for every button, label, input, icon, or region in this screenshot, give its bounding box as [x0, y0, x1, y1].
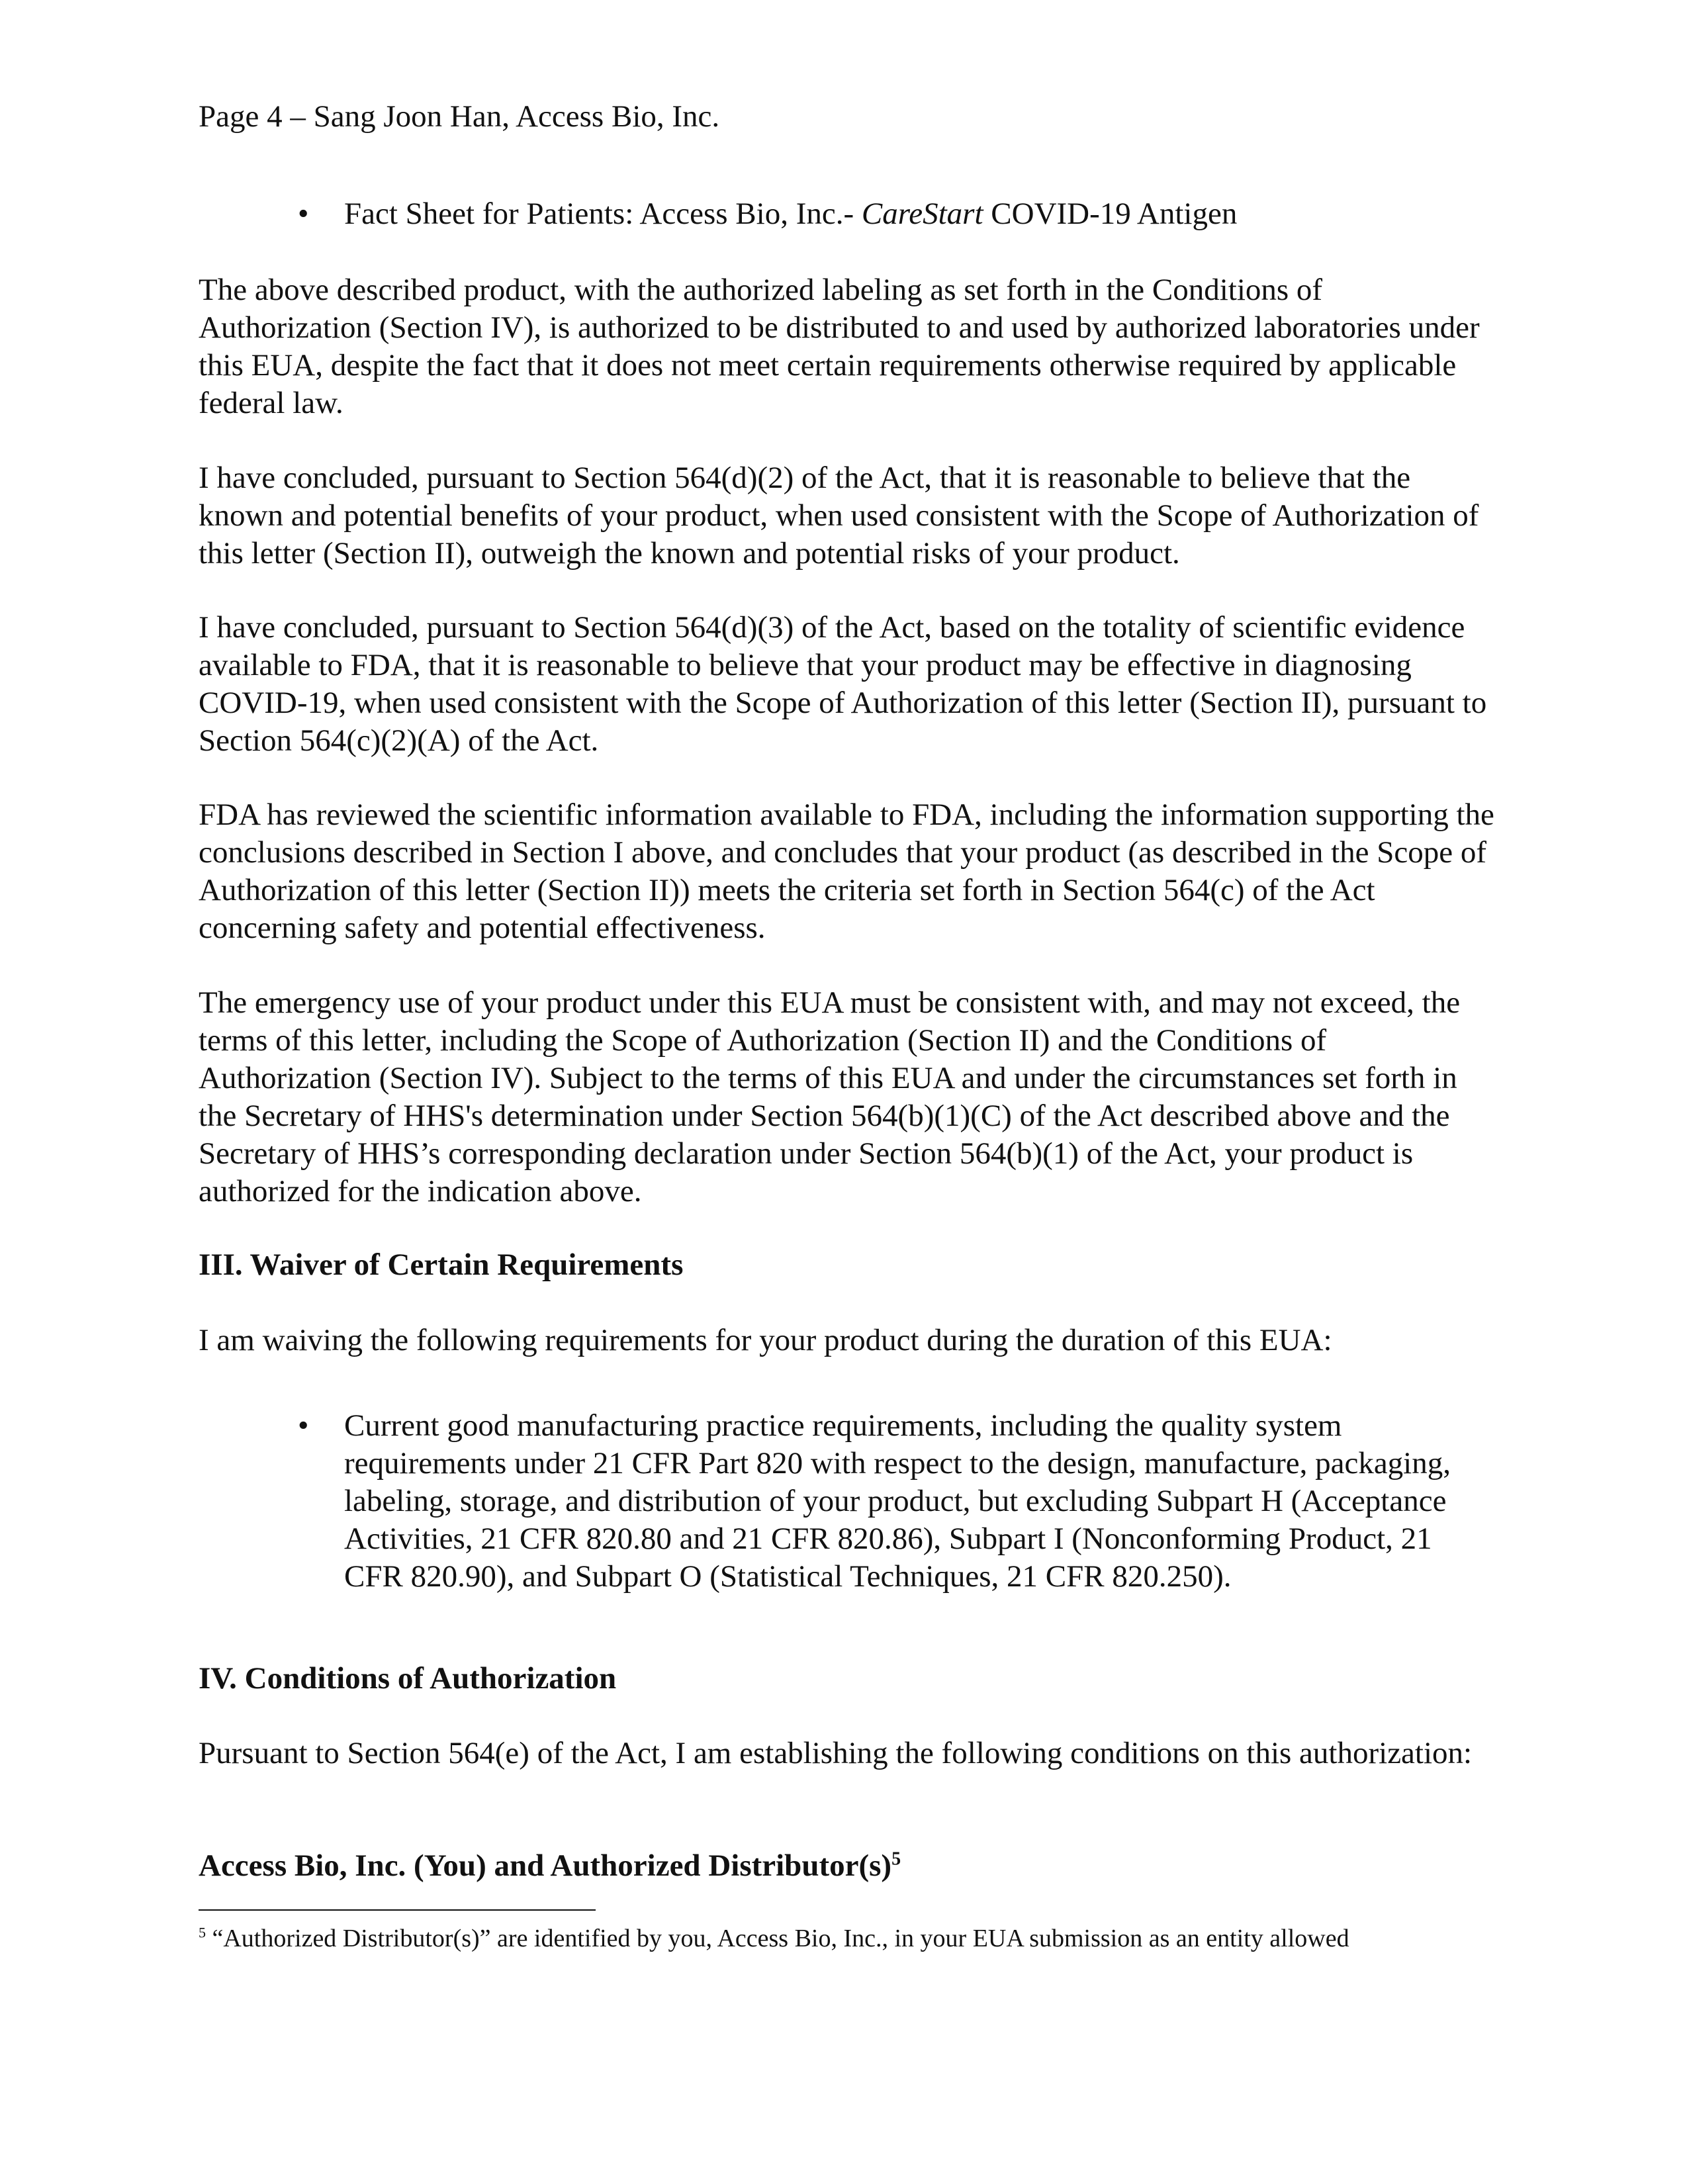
subsection-heading [199, 1847, 1496, 1885]
footnote [199, 1923, 1496, 1954]
footnote-divider [199, 1909, 596, 1911]
footnote-text: “Authorized Distributor(s)” are identified by you, Access Bio, Inc., in your EUA submission as an entity allowed [212, 1925, 1349, 1952]
bullet-marker: • [298, 197, 309, 231]
paragraph-fda-review: FDA has reviewed the scientific information available to FDA, including the information supporting the conclusions described in Section I above, and concludes that your product (as described in the Scope of Authorization of this letter (Section II)) meets the criteria set forth in Section 564(c) of the Act concerning safety and potential effectiveness. [199, 797, 1494, 945]
paragraph-benefits-risks: I have concluded, pursuant to Section 564(d)(2) of the Act, that it is reasonable to believe that the known and potential benefits of your product, when used consistent with the Scope of Authorization of this letter (Section II), outweigh the known and potential risks of your product. [199, 461, 1479, 570]
page-header: Page 4 – Sang Joon Han, Access Bio, Inc. [199, 99, 720, 134]
fact-sheet-text [344, 195, 1476, 233]
section-iii-heading: III. Waiver of Certain Requirements [199, 1248, 684, 1282]
footnote-reference[interactable]: 5 [891, 1848, 901, 1870]
footnote-number: 5 [199, 1924, 206, 1941]
fact-sheet-brand: CareStart [861, 197, 983, 231]
paragraph-waiver-intro: I am waiving the following requirements for your product during the duration of this EUA: [199, 1323, 1332, 1357]
section-iv-heading: IV. Conditions of Authorization [199, 1661, 617, 1696]
paragraph-conditions-intro: Pursuant to Section 564(e) of the Act, I am establishing the following conditions on this authorization: [199, 1736, 1473, 1770]
paragraph-effectiveness: I have concluded, pursuant to Section 564(d)(3) of the Act, based on the totality of scientific evidence available to FDA, that it is reasonable to believe that your product may be effective in diagnosing COVID-19, when used consistent with the Scope of Authorization of this letter (Section II), pursuant to Section 564(c)(2)(A) of the Act. [199, 610, 1487, 758]
subsection-heading-text: Access Bio, Inc. (You) and Authorized Distributor(s) [199, 1848, 892, 1883]
cgmp-text: Current good manufacturing practice requirements, including the quality system requirements under 21 CFR Part 820 with respect to the design, manufacture, packaging, labeling, storage, and distribution of your product, but excluding Subpart H (Acceptance Activities, 21 CFR 820.80 and 21 CFR 820.86), Subpart I (Nonconforming Product, 21 CFR 820.90), and Subpart O (Statistical Techniques, 21 CFR 820.250). [344, 1408, 1451, 1594]
fact-sheet-suffix: COVID-19 Antigen [983, 197, 1238, 231]
bullet-marker: • [298, 1408, 309, 1443]
paragraph-emergency-use: The emergency use of your product under this EUA must be consistent with, and may not exceed, the terms of this letter, including the Scope of Authorization (Section II) and the Conditions of Authorization (Section IV). Subject to the terms of this EUA and under the circumstances set forth in the Secretary of HHS's determination under Section 564(b)(1)(C) of the Act described above and the Secretary of HHS’s corresponding declaration under Section 564(b)(1) of the Act, your product is authorized for the indication above. [199, 985, 1461, 1208]
paragraph-labeling: The above described product, with the authorized labeling as set forth in the Conditions of Authorization (Section IV), is authorized to be distributed to and used by authorized laboratories under this EUA, despite the fact that it does not meet certain requirements otherwise required by applicable federal law. [199, 273, 1480, 420]
fact-sheet-prefix: Fact Sheet for Patients: Access Bio, Inc.- [344, 197, 862, 231]
